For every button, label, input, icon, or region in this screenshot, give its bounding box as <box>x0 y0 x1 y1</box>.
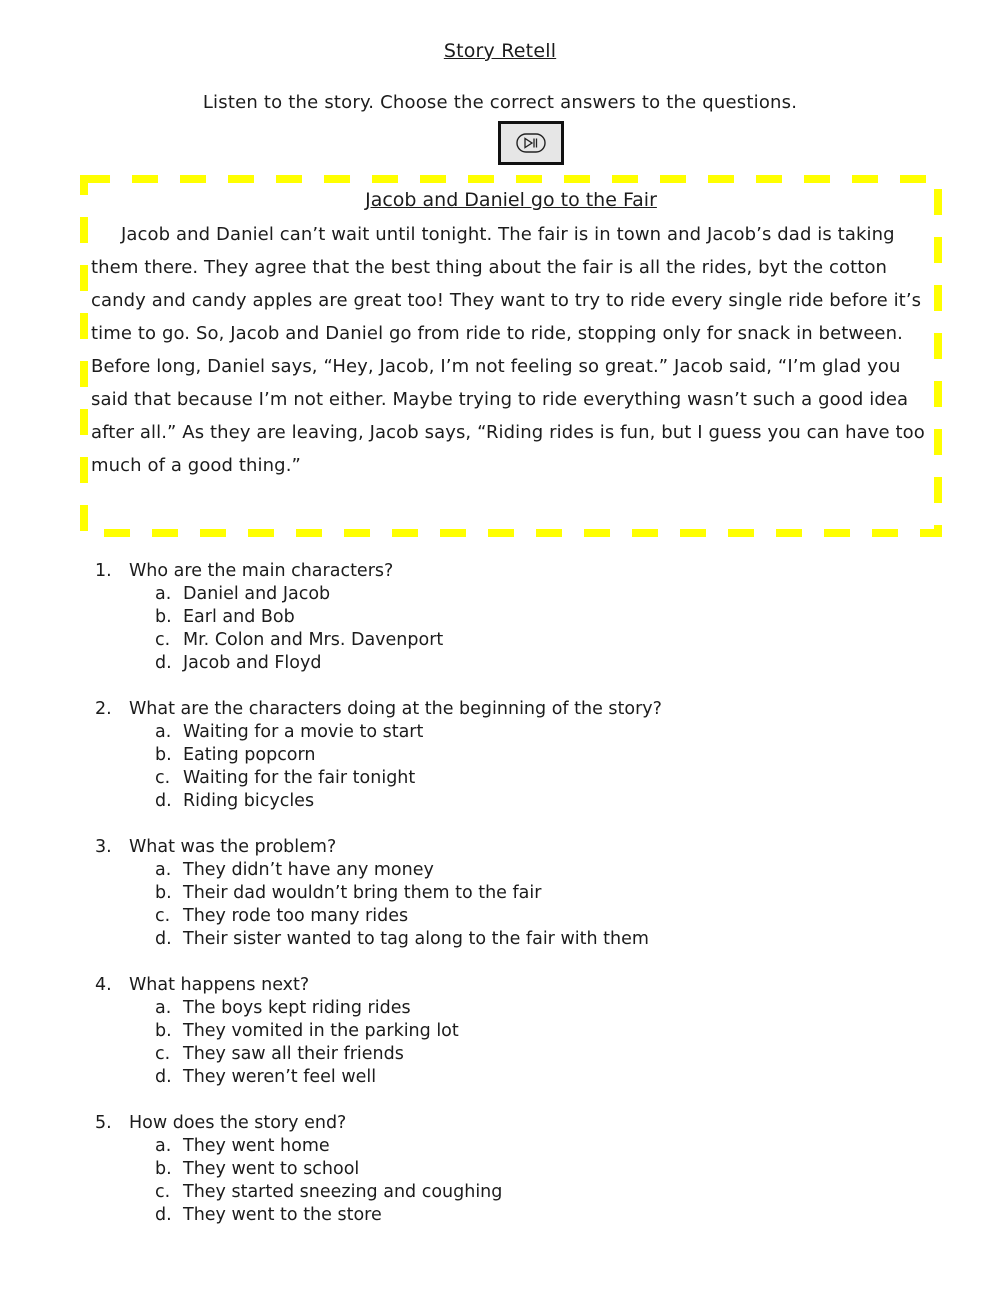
option-letter: b. <box>155 607 172 627</box>
answer-option[interactable] <box>155 1135 915 1158</box>
answer-options <box>95 721 915 813</box>
question-2 <box>95 698 915 813</box>
question-number: 2. <box>95 699 112 719</box>
answer-option[interactable] <box>155 928 915 951</box>
answer-options <box>95 997 915 1089</box>
answer-option[interactable] <box>155 997 915 1020</box>
option-letter: a. <box>155 722 172 742</box>
question-number: 1. <box>95 561 112 581</box>
option-text: Their sister wanted to tag along to the fair with them <box>183 929 649 949</box>
option-letter: d. <box>155 791 172 811</box>
option-letter: d. <box>155 653 172 673</box>
option-text: They saw all their friends <box>183 1044 404 1064</box>
option-letter: b. <box>155 883 172 903</box>
option-text: Jacob and Floyd <box>183 653 322 673</box>
option-text: Mr. Colon and Mrs. Davenport <box>183 630 444 650</box>
option-text: They went home <box>183 1136 330 1156</box>
question-text: What happens next? <box>129 975 310 995</box>
option-text: They started sneezing and coughing <box>183 1182 503 1202</box>
question-text: How does the story end? <box>129 1113 347 1133</box>
play-pause-icon <box>516 133 546 153</box>
answer-option[interactable] <box>155 767 915 790</box>
answer-option[interactable] <box>155 1020 915 1043</box>
answer-option[interactable] <box>155 1043 915 1066</box>
option-text: Daniel and Jacob <box>183 584 331 604</box>
option-letter: a. <box>155 1136 172 1156</box>
question-number: 4. <box>95 975 112 995</box>
option-text: Earl and Bob <box>183 607 295 627</box>
question-text: Who are the main characters? <box>129 561 394 581</box>
option-text: They went to school <box>183 1159 360 1179</box>
question-number: 3. <box>95 837 112 857</box>
option-text: The boys kept riding rides <box>183 998 411 1018</box>
option-text: They vomited in the parking lot <box>183 1021 459 1041</box>
story-text: Jacob and Daniel can’t wait until tonight. The fair is in town and Jacob’s dad is taking them there. They agree that the best thing about the fair is all the rides, byt the cotton candy and candy apples are great too! They want to try to ride every single ride before it’s time to go. So, Jacob and Daniel go from ride to ride, stopping only for snack in between. Before long, Daniel says, “Hey, Jacob, I’m not feeling so great.” Jacob said, “I’m glad you said that because I’m not either. Maybe trying to ride everything wasn’t such a good idea after all.” As they are leaving, Jacob says, “Riding rides is fun, but I guess you can have too much of a good thing.” <box>91 224 925 476</box>
answer-option[interactable] <box>155 629 915 652</box>
answer-option[interactable] <box>155 905 915 928</box>
answer-option[interactable] <box>155 1066 915 1089</box>
answer-option[interactable] <box>155 744 915 767</box>
answer-option[interactable] <box>155 606 915 629</box>
option-text: They weren’t feel well <box>183 1067 377 1087</box>
answer-options <box>95 859 915 951</box>
question-number: 5. <box>95 1113 112 1133</box>
answer-option[interactable] <box>155 1181 915 1204</box>
option-text: Their dad wouldn’t bring them to the fair <box>183 883 542 903</box>
question-text: What are the characters doing at the beginning of the story? <box>129 699 662 719</box>
answer-option[interactable] <box>155 1158 915 1181</box>
question-4 <box>95 974 915 1089</box>
option-text: They rode too many rides <box>183 906 409 926</box>
answer-option[interactable] <box>155 859 915 882</box>
option-letter: a. <box>155 584 172 604</box>
option-letter: c. <box>155 1044 171 1064</box>
option-letter: b. <box>155 745 172 765</box>
option-text: Riding bicycles <box>183 791 315 811</box>
option-letter: b. <box>155 1159 172 1179</box>
answer-option[interactable] <box>155 790 915 813</box>
option-text: Eating popcorn <box>183 745 316 765</box>
option-text: They didn’t have any money <box>183 860 434 880</box>
option-letter: b. <box>155 1021 172 1041</box>
option-letter: a. <box>155 860 172 880</box>
question-1 <box>95 560 915 675</box>
option-letter: d. <box>155 1067 172 1087</box>
question-5 <box>95 1112 915 1227</box>
option-letter: d. <box>155 1205 172 1225</box>
answer-option[interactable] <box>155 882 915 905</box>
answer-options <box>95 1135 915 1227</box>
option-letter: c. <box>155 630 171 650</box>
option-text: Waiting for a movie to start <box>183 722 424 742</box>
story-title: Jacob and Daniel go to the Fair <box>365 189 657 211</box>
answer-options <box>95 583 915 675</box>
answer-option[interactable] <box>155 1204 915 1227</box>
option-text: They went to the store <box>183 1205 382 1225</box>
instructions: Listen to the story. Choose the correct answers to the questions. <box>202 92 798 113</box>
answer-option[interactable] <box>155 721 915 744</box>
option-letter: d. <box>155 929 172 949</box>
question-3 <box>95 836 915 951</box>
option-text: Waiting for the fair tonight <box>183 768 416 788</box>
page-title: Story Retell <box>443 40 557 62</box>
question-text: What was the problem? <box>129 837 337 857</box>
option-letter: c. <box>155 906 171 926</box>
answer-option[interactable] <box>155 583 915 606</box>
answer-option[interactable] <box>155 652 915 675</box>
audio-play-button[interactable] <box>498 121 564 165</box>
option-letter: a. <box>155 998 172 1018</box>
question-list <box>95 560 915 1250</box>
option-letter: c. <box>155 768 171 788</box>
option-letter: c. <box>155 1182 171 1202</box>
